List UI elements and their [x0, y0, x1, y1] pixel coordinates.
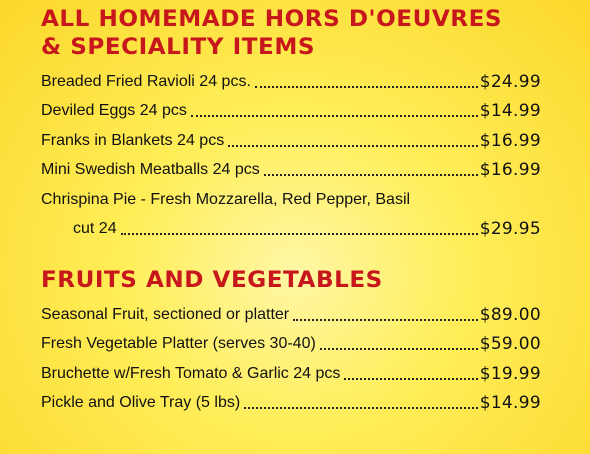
item-price: $19.99 [479, 363, 541, 384]
menu-item [41, 295, 541, 325]
item-name: Deviled Eggs 24 pcs [41, 102, 187, 119]
item-price: $16.99 [479, 160, 541, 180]
menu-item [41, 354, 541, 384]
item-name-continued: cut 24 [73, 220, 117, 237]
item-price: $89.00 [479, 304, 541, 325]
item-price: $29.95 [479, 219, 541, 239]
item-price: $24.99 [479, 71, 541, 92]
menu-list-fruits-vegetables [41, 295, 541, 413]
menu-item [41, 325, 541, 355]
section-title-line: & SPECIALITY ITEMS [41, 35, 316, 60]
dot-leader [244, 407, 478, 409]
item-name: Bruchette w/Fresh Tomato & Garlic 24 pcs [41, 364, 341, 382]
item-name: Fresh Vegetable Platter (serves 30-40) [41, 335, 316, 352]
section-title-line: FRUITS AND VEGETABLES [41, 268, 383, 293]
section-title-fruits-vegetables [41, 267, 566, 295]
section-gap [41, 239, 541, 267]
menu-item [41, 121, 541, 151]
dot-leader [191, 115, 478, 117]
dot-leader [264, 174, 478, 176]
menu-item [41, 384, 541, 414]
section-title-line: ALL HOMEMADE HORS D'OEUVRES [41, 7, 503, 32]
dot-leader [320, 348, 478, 350]
dot-leader [344, 378, 477, 380]
item-name: Breaded Fried Ravioli 24 pcs. [41, 72, 251, 90]
menu-list-hors-doeuvres [41, 62, 541, 239]
item-name: Mini Swedish Meatballs 24 pcs [41, 161, 260, 178]
dot-leader [293, 319, 478, 321]
item-price: $14.99 [479, 393, 541, 413]
menu-item [41, 151, 541, 181]
item-name: Seasonal Fruit, sectioned or platter [41, 305, 290, 323]
item-price: $16.99 [479, 130, 541, 151]
menu-item [41, 92, 541, 122]
dot-leader [121, 233, 478, 235]
menu-item [41, 180, 541, 239]
menu-page [41, 6, 541, 413]
item-name: Chrispina Pie - Fresh Mozzarella, Red Pepper, Basil [41, 190, 411, 208]
item-name: Pickle and Olive Tray (5 lbs) [41, 394, 241, 411]
menu-item [41, 62, 541, 92]
item-price: $59.00 [479, 334, 541, 354]
dot-leader [228, 145, 478, 147]
item-price: $14.99 [479, 101, 541, 121]
item-name: Franks in Blankets 24 pcs [41, 131, 225, 149]
section-title-hors-doeuvres [41, 6, 566, 62]
dot-leader [255, 86, 478, 88]
